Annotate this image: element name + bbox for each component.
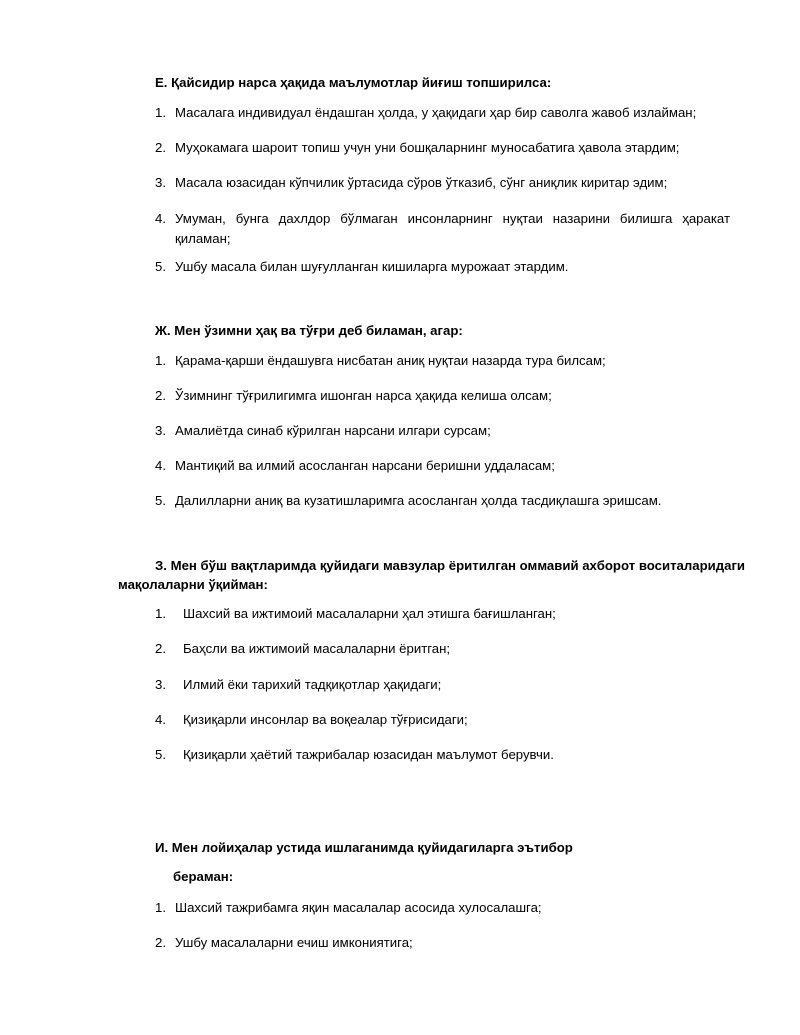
list-item-text: Шахсий тажрибамга яқин масалалар асосида хулосалашга; <box>175 900 542 915</box>
section-z-heading: З. Мен бўш вақтларимда қуйидаги мавзулар ёритилган оммавий ахборот воситаларидаги <box>155 558 746 573</box>
list-item-number: 4. <box>155 211 166 226</box>
list-item-text: Қизиқарли ҳаётий тажрибалар юзасидан маълумот берувчи. <box>183 747 554 762</box>
list-item-text: Масала юзасидан кўпчилик ўртасида сўров ўтказиб, сўнг аниқлик киритар эдим; <box>175 175 668 190</box>
section-i-heading: И. Мен лойиҳалар устида ишлаганимда қуйидагиларга эътибор <box>155 840 573 855</box>
list-item-text: Далилларни аниқ ва кузатишларимга асосланган ҳолда тасдиқлашга эришсам. <box>175 493 662 508</box>
list-item-number: 5. <box>155 747 166 762</box>
list-item-number: 3. <box>155 175 166 190</box>
list-item-number: 2. <box>155 935 166 950</box>
section-e-heading: Е. Қайсидир нарса ҳақида маълумотлар йиғиш топширилса: <box>155 75 552 90</box>
list-item <box>155 210 730 250</box>
section-i-heading-continued: бераман: <box>173 869 234 884</box>
list-item-text: Масалага индивидуал ёндашган ҳолда, у ҳақидаги ҳар бир саволга жавоб излайман; <box>175 105 697 120</box>
list-item-text: Ўзимнинг тўғрилигимга ишонган нарса ҳақида келиша олсам; <box>175 388 552 403</box>
list-item-text: Баҳсли ва ижтимоий масалаларни ёритган; <box>183 641 451 656</box>
list-item-number: 2. <box>155 140 166 155</box>
section-zh-heading: Ж. Мен ўзимни ҳақ ва тўғри деб биламан, агар: <box>155 323 463 338</box>
list-item-text: Шахсий ва ижтимоий масалаларни ҳал этишга бағишланган; <box>183 606 556 621</box>
section-z-heading-continued: мақолаларни ўқийман: <box>118 577 268 592</box>
list-item-number: 3. <box>155 423 166 438</box>
list-item-number: 1. <box>155 900 166 915</box>
list-item-number: 4. <box>155 712 166 727</box>
list-item-number: 1. <box>155 105 166 120</box>
list-item-number: 1. <box>155 606 166 621</box>
list-item-text: Умуман, бунга дахлдор бўлмаган инсонларнинг нуқтаи назарини билишга ҳаракат <box>175 211 730 226</box>
list-item-text: Ушбу масала билан шуғулланган кишиларга мурожаат этардим. <box>175 259 569 274</box>
list-item-number: 5. <box>155 493 166 508</box>
list-item-text-continued: қиламан; <box>175 231 231 246</box>
list-item-text: Мантиқий ва илмий асосланган нарсани беришни уддаласам; <box>175 458 555 473</box>
list-item-number: 4. <box>155 458 166 473</box>
list-item-text: Амалиётда синаб кўрилган нарсани илгари сурсам; <box>175 423 491 438</box>
list-item-text: Қарама-қарши ёндашувга нисбатан аниқ нуқтаи назарда тура билсам; <box>175 353 606 368</box>
list-item-number: 3. <box>155 677 166 692</box>
list-item-number: 2. <box>155 641 166 656</box>
list-item-number: 2. <box>155 388 166 403</box>
list-item-number: 5. <box>155 259 166 274</box>
list-item-text: Қизиқарли инсонлар ва воқеалар тўғрисидаги; <box>183 712 468 727</box>
list-item-text: Муҳокамага шароит топиш учун уни бошқаларнинг муносабатига ҳавола этардим; <box>175 140 680 155</box>
list-item-text: Илмий ёки тарихий тадқиқотлар ҳақидаги; <box>183 677 442 692</box>
list-item-text: Ушбу масалаларни ечиш имкониятига; <box>175 935 413 950</box>
list-item-number: 1. <box>155 353 166 368</box>
